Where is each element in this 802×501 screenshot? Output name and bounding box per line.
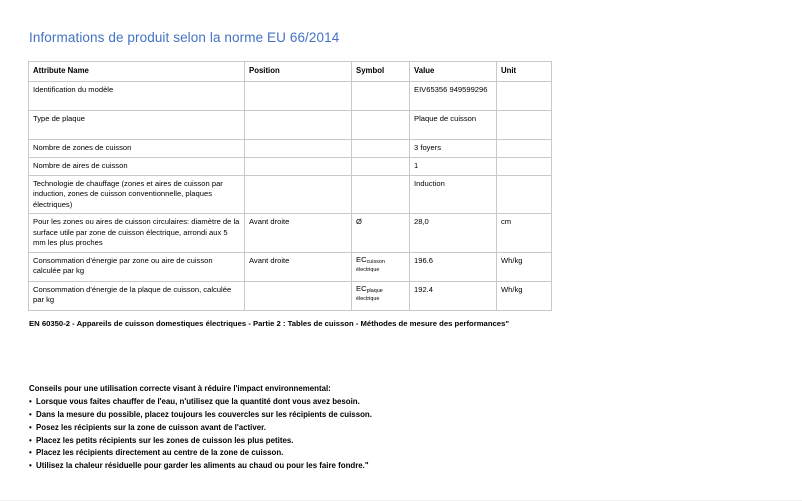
column-header-unit: Unit [497, 62, 552, 82]
column-header-symbol: Symbol [352, 62, 410, 82]
cell-symbol [352, 139, 410, 157]
cell-value: 192.4 [410, 281, 497, 310]
list-item: • Posez les récipients sur la zone de cuisson avant de l'activer. [29, 422, 629, 435]
cell-position [245, 110, 352, 139]
cell-symbol [352, 252, 410, 281]
standard-reference-note: EN 60350-2 - Appareils de cuisson domestiques électriques - Partie 2 : Tables de cuisson - Méthodes de mesure des performances" [29, 319, 510, 328]
cell-unit: Wh/kg [497, 281, 552, 310]
cell-position: Avant droite [245, 214, 352, 252]
cell-attribute: Nombre de zones de cuisson [29, 139, 245, 157]
table-row [29, 175, 552, 213]
cell-value: 28,0 [410, 214, 497, 252]
cell-unit [497, 139, 552, 157]
cell-position: Avant droite [245, 252, 352, 281]
cell-unit: cm [497, 214, 552, 252]
cell-position [245, 281, 352, 310]
cell-value: Plaque de cuisson [410, 110, 497, 139]
table-header-row [29, 62, 552, 82]
cell-value: 1 [410, 157, 497, 175]
list-item: • Dans la mesure du possible, placez toujours les couvercles sur les récipients de cuisson. [29, 409, 629, 422]
cell-unit [497, 157, 552, 175]
cell-attribute: Nombre de aires de cuisson [29, 157, 245, 175]
list-item: • Utilisez la chaleur résiduelle pour garder les aliments au chaud ou pour les faire fondre." [29, 460, 629, 473]
cell-position [245, 81, 352, 110]
cell-value: EIV65356 949599296 [410, 81, 497, 110]
table-row [29, 252, 552, 281]
cell-attribute: Consommation d'énergie de la plaque de cuisson, calculée par kg [29, 281, 245, 310]
cell-attribute: Consommation d'énergie par zone ou aire de cuisson calculée par kg [29, 252, 245, 281]
cell-value: 3 foyers [410, 139, 497, 157]
table-row [29, 214, 552, 252]
table-row [29, 281, 552, 310]
symbol-subscript: plaque électrique [356, 287, 383, 303]
cell-position [245, 139, 352, 157]
cell-unit: Wh/kg [497, 252, 552, 281]
cell-attribute: Identification du modèle [29, 81, 245, 110]
table-row [29, 139, 552, 157]
list-item: • Lorsque vous faites chauffer de l'eau, n'utilisez que la quantité dont vous avez besoin. [29, 396, 629, 409]
list-item: • Placez les petits récipients sur les zones de cuisson les plus petites. [29, 435, 629, 448]
cell-unit [497, 175, 552, 213]
table-row [29, 157, 552, 175]
cell-unit [497, 110, 552, 139]
cell-attribute: Technologie de chauffage (zones et aires de cuisson par induction, zones de cuisson conventionnelle, plaques électriques) [29, 175, 245, 213]
cell-unit [497, 81, 552, 110]
tips-list [29, 396, 629, 473]
cell-attribute: Type de plaque [29, 110, 245, 139]
table-row [29, 110, 552, 139]
cell-value: 196.6 [410, 252, 497, 281]
cell-symbol [352, 110, 410, 139]
cell-position [245, 157, 352, 175]
environmental-tips-section [29, 383, 629, 473]
symbol-subscript: cuisson électrique [356, 258, 385, 274]
column-header-value: Value [410, 62, 497, 82]
cell-symbol: Ø [352, 214, 410, 252]
cell-symbol [352, 281, 410, 310]
cell-attribute: Pour les zones ou aires de cuisson circulaires: diamètre de la surface utile par zone de cuisson électrique, arrondi aux 5 mm les plus proches [29, 214, 245, 252]
cell-symbol [352, 157, 410, 175]
product-specification-table [28, 61, 552, 311]
table-row [29, 81, 552, 110]
symbol-base: EC [356, 254, 367, 264]
cell-symbol [352, 81, 410, 110]
cell-symbol [352, 175, 410, 213]
cell-position [245, 175, 352, 213]
column-header-position: Position [245, 62, 352, 82]
list-item: • Placez les récipients directement au centre de la zone de cuisson. [29, 447, 629, 460]
page-title: Informations de produit selon la norme EU 66/2014 [29, 30, 340, 45]
tips-heading: Conseils pour une utilisation correcte visant à réduire l'impact environnemental: [29, 384, 331, 393]
symbol-base: EC [356, 283, 367, 293]
cell-value: Induction [410, 175, 497, 213]
column-header-attribute: Attribute Name [29, 62, 245, 82]
